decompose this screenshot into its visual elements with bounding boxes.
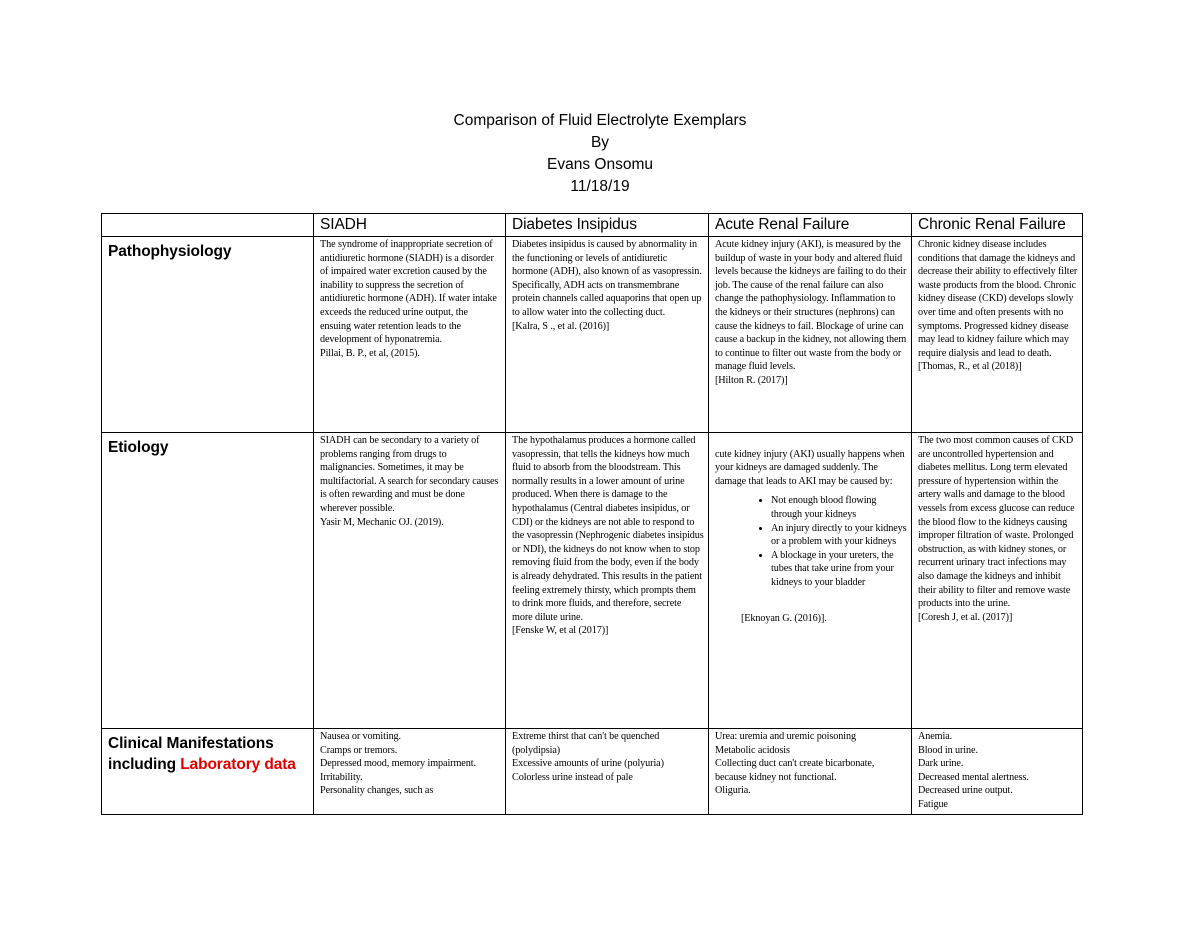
cell-etiology-siadh: [314, 433, 506, 729]
row-label-text: Clinical Manifestations including: [108, 735, 274, 773]
list-item: • A blockage in your ureters, the tubes that take urine from your kidneys to your bladder: [771, 549, 907, 590]
cell-text: Acute kidney injury (AKI), is measured by the buildup of waste in your body and altered fluid levels because the kidneys are failing to do their job. The cause of the renal failure can also change the pathophysiology. Inflammation to the kidneys or their structures (nephrons) can cause the kidneys to fail. Blockage of urine can cause a backup in the kidney, not allowing them to continue to filter out waste from the body or manage fluid levels.: [715, 239, 907, 373]
cell-reference: [Eknoyan G. (2016)].: [741, 612, 827, 624]
cell-etiology-acute-renal-failure: [709, 433, 912, 729]
spacer: [715, 434, 907, 448]
cell-text: Diabetes insipidus is caused by abnormality in the functioning or levels of antidiuretic hormone (ADH), also known of as vasopressin. Specifically, ADH acts on transmembrane protein channels called aquaporins that open up to allow water into the collecting duct.: [512, 239, 702, 318]
cell-line: Depressed mood, memory impairment.: [320, 758, 476, 770]
cell-line: Personality changes, such as: [320, 785, 434, 797]
table-row-pathophysiology: [102, 237, 1083, 433]
row-label-clinical-manifestations: [102, 729, 314, 815]
cell-line: Anemia.: [918, 731, 953, 742]
cell-pathophysiology-siadh: [314, 237, 506, 433]
column-header-acute-renal-failure: Acute Renal Failure: [709, 214, 912, 237]
document-author: Evans Onsomu: [547, 156, 653, 173]
table-header-row: [102, 214, 1083, 237]
cell-line: Decreased urine output.: [918, 785, 1013, 797]
cell-reference: [Fenske W, et al (2017)]: [512, 625, 609, 637]
cell-pathophysiology-diabetes-insipidus: [506, 237, 709, 433]
cell-etiology-diabetes-insipidus: [506, 433, 709, 729]
cause-list: [715, 494, 907, 589]
list-item: • An injury directly to your kidneys or a problem with your kidneys: [771, 522, 907, 549]
table-row-clinical-manifestations: [102, 729, 1083, 815]
cell-line: Extreme thirst that can't be quenched (polydipsia): [512, 731, 660, 756]
table-row-etiology: [102, 433, 1083, 729]
cell-line: Urea: uremia and uremic poisoning: [715, 731, 856, 742]
cell-text: cute kidney injury (AKI) usually happens when your kidneys are damaged suddenly. The damage that leads to AKI may be caused by:: [715, 448, 905, 487]
cell-line: Oliguria.: [715, 785, 751, 797]
cell-text: The syndrome of inappropriate secretion of antidiuretic hormone (SIADH) is a disorder of impaired water excretion caused by the inability to suppress the secretion of antidiuretic hormone (ADH). If water intake exceeds the reduced urine output, the ensuing water retention leads to the development of hyponatremia.: [320, 239, 497, 346]
document-title: Comparison of Fluid Electrolyte Exemplars: [453, 112, 747, 129]
cell-text: The two most common causes of CKD are uncontrolled hypertension and diabetes mellitus. Long term elevated pressure of hypertension within the artery walls and damage to the blood vessels from excess glucose can reduce the blood flow to the kidneys causing improper filtration of waste. Prolonged obstruction, as with kidney stones, or recurrent urinary tract infections may also damage the kidneys and inhibit their ability to filter and remove waste products into the urine.: [918, 435, 1075, 610]
cell-line: Cramps or tremors.: [320, 744, 398, 756]
cell-clinical-siadh: [314, 729, 506, 815]
cell-pathophysiology-acute-renal-failure: [709, 237, 912, 433]
cell-line: Fatigue: [918, 798, 948, 810]
cell-text: SIADH can be secondary to a variety of problems ranging from drugs to malignancies. Sometimes, it may be multifactorial. A search for secondary causes is often rewarding and must be done wherever possible.: [320, 435, 499, 514]
cell-reference: [Thomas, R., et al (2018)]: [918, 361, 1022, 373]
row-label-pathophysiology: Pathophysiology: [102, 237, 314, 433]
cell-line: Blood in urine.: [918, 744, 978, 756]
cell-reference: [Kalra, S ., et al. (2016)]: [512, 320, 610, 332]
row-label-highlight: Laboratory data: [180, 756, 296, 773]
cell-line: Nausea or vomiting.: [320, 731, 401, 742]
cell-line: Colorless urine instead of pale: [512, 771, 633, 783]
cell-etiology-chronic-renal-failure: [912, 433, 1083, 729]
header-corner: [102, 214, 314, 237]
column-header-chronic-renal-failure: Chronic Renal Failure: [912, 214, 1083, 237]
cell-line: Irritability.: [320, 771, 363, 783]
cell-line: Excessive amounts of urine (polyuria): [512, 758, 664, 770]
cell-text: The hypothalamus produces a hormone called vasopressin, that tells the kidneys how much fluid to absorb from the bloodstream. This normally results in a lower amount of urine produced. When there is damage to the hypothalamus (Central diabetes insipidus, or CDI) or the kidneys are not able to respond to the vasopressin (Nephrogenic diabetes insipidus or NDI), the kidneys do not know when to stop removing fluid from the body, even if the body is already dehydrated. This results in the patient feeling extremely thirsty, which prompts them to drink more fluids, and therefore, secrete more dilute urine.: [512, 435, 704, 623]
cell-reference: Pillai, B. P., et al, (2015).: [320, 347, 420, 359]
document-date: 11/18/19: [570, 178, 630, 195]
cell-reference: [Coresh J, et al. (2017)]: [918, 611, 1013, 623]
document-by: By: [590, 134, 610, 151]
cell-clinical-chronic-renal-failure: [912, 729, 1083, 815]
cell-reference: [Hilton R. (2017)]: [715, 374, 788, 386]
cell-pathophysiology-chronic-renal-failure: [912, 237, 1083, 433]
cell-line: Collecting duct can't create bicarbonate, because kidney not functional.: [715, 758, 875, 783]
document-header: [0, 110, 1200, 198]
column-header-siadh: SIADH: [314, 214, 506, 237]
row-label-etiology: Etiology: [102, 433, 314, 729]
list-item: • Not enough blood flowing through your kidneys: [771, 494, 907, 521]
cell-line: Metabolic acidosis: [715, 744, 790, 756]
cell-clinical-diabetes-insipidus: [506, 729, 709, 815]
cell-reference: Yasir M, Mechanic OJ. (2019).: [320, 516, 444, 528]
cell-line: Decreased mental alertness.: [918, 771, 1029, 783]
cell-text: Chronic kidney disease includes conditions that damage the kidneys and decrease their ability to effectively filter waste products from the blood. Chronic kidney disease (CKD) develops slowly over time and often presents with no symptoms. Progressed kidney disease may lead to kidney failure which may require dialysis and lead to death.: [918, 239, 1078, 359]
cell-line: Dark urine.: [918, 758, 964, 770]
cell-clinical-acute-renal-failure: [709, 729, 912, 815]
column-header-diabetes-insipidus: Diabetes Insipidus: [506, 214, 709, 237]
comparison-table: [101, 213, 1083, 815]
